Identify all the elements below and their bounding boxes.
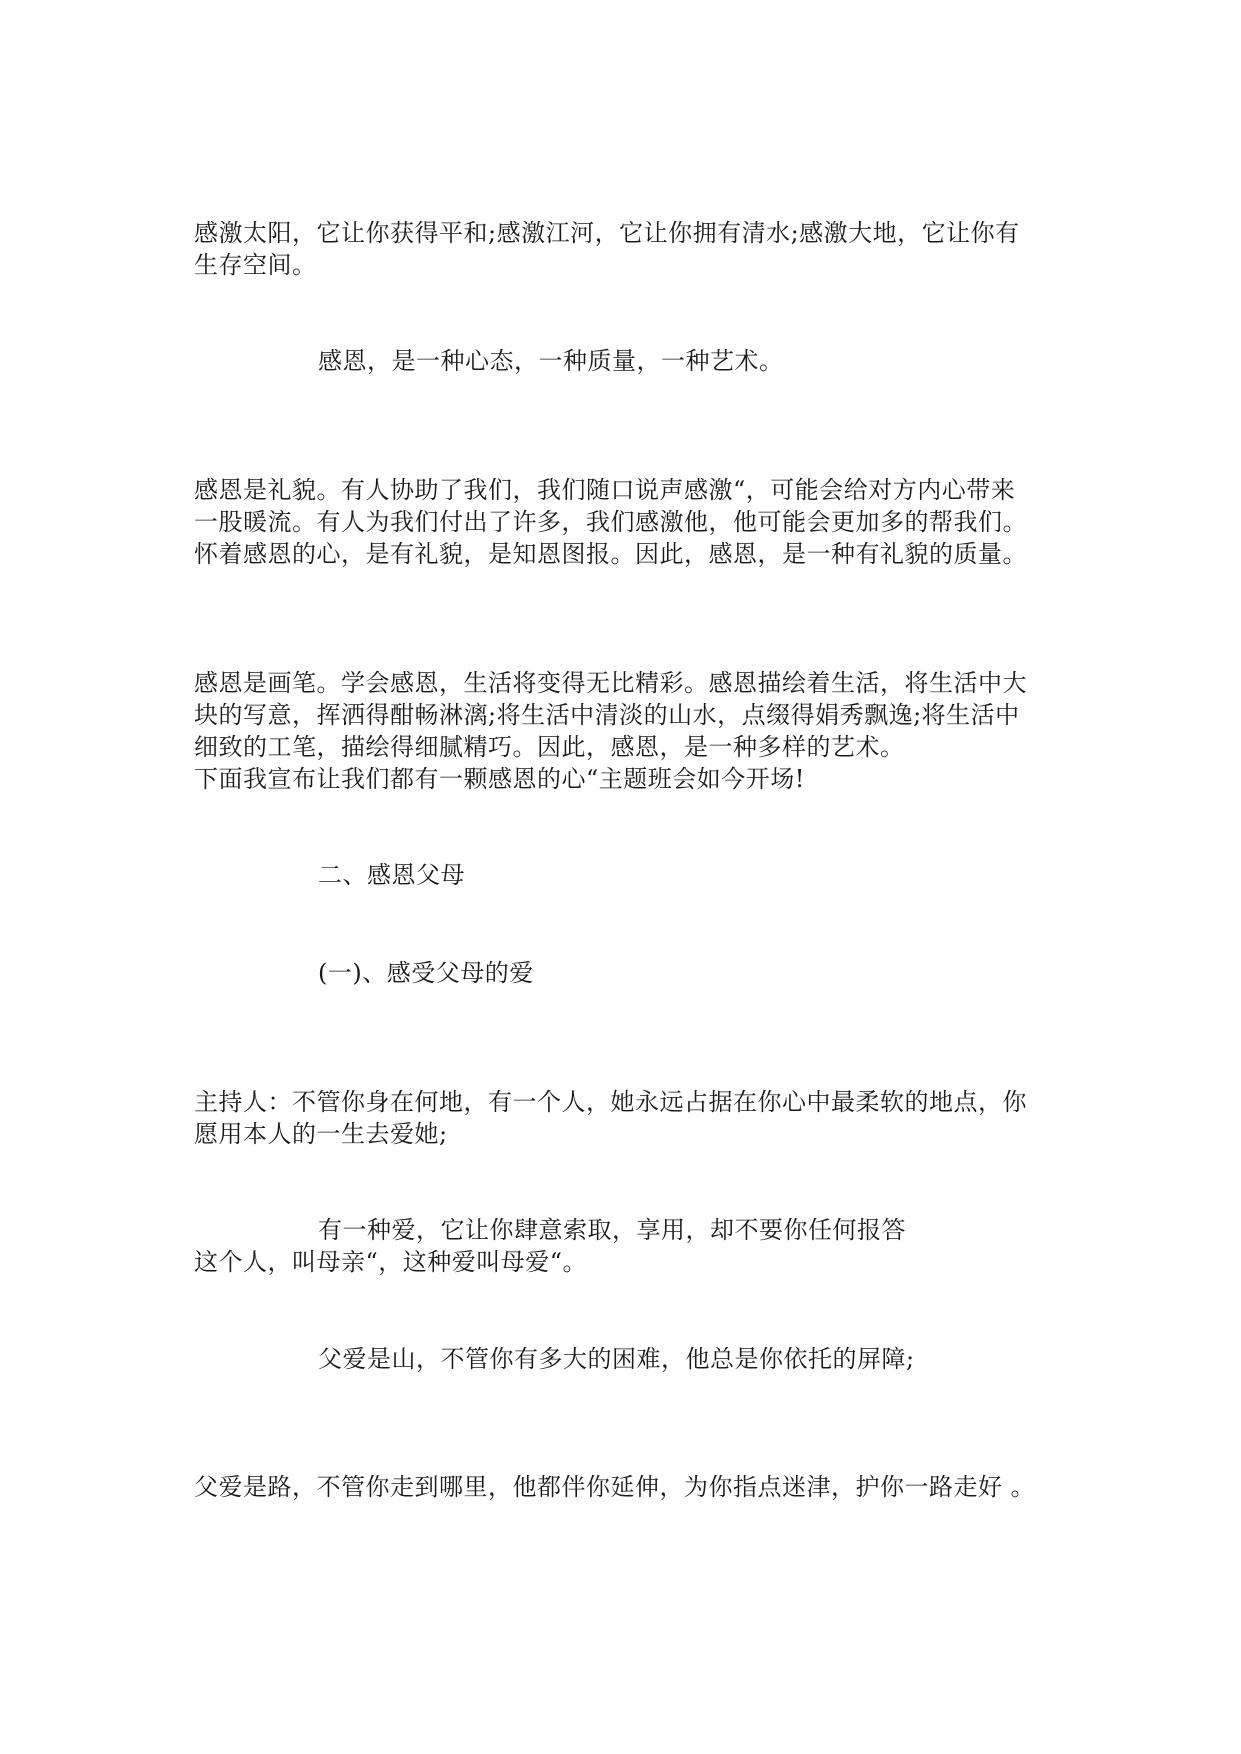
paragraph-gratitude-definition [318,345,1054,377]
text-line: 感恩，是一种心态，一种质量，一种艺术。 [318,347,784,375]
text-line: 愿用本人的一生去爱她; [194,1120,448,1148]
text-line: 这个人，叫母亲“，这种爱叫母爱“。 [194,1248,588,1276]
text-line: 下面我宣布让我们都有一颗感恩的心“主题班会如今开场! [194,765,805,793]
paragraph-gratitude-brush [194,667,1054,795]
paragraph-mother-love-a [318,1214,1054,1246]
subsection-heading-parental-love [318,957,1054,989]
text-line: 一股暖流。有人为我们付出了许多，我们感激他，他可能会更加多的帮我们。 [194,508,1027,536]
text-line: 感恩是画笔。学会感恩，生活将变得无比精彩。感恩描绘着生活，将生活中大 [194,669,1027,697]
paragraph-gratitude-courtesy [194,474,1054,570]
text-line: 主持人：不管你身在何地，有一个人，她永远占据在你心中最柔软的地点，你 [194,1088,1027,1116]
text-line: 感恩是礼貌。有人协助了我们，我们随口说声感激“，可能会给对方内心带来 [194,476,1016,504]
text-line: 父爱是山，不管你有多大的困难，他总是你依托的屏障; [318,1345,915,1373]
text-line: 感激太阳，它让你获得平和;感激江河，它让你拥有清水;感激大地，它让你有 [194,219,1020,247]
paragraph-father-mountain [318,1343,1054,1375]
text-line: 怀着感恩的心，是有礼貌，是知恩图报。因此，感恩，是一种有礼貌的质量。 [194,540,1027,568]
text-line: 生存空间。 [194,251,317,279]
text-line: 块的写意，挥洒得酣畅淋漓;将生活中清淡的山水，点缀得娟秀飘逸;将生活中 [194,701,1020,729]
paragraph-father-road [194,1471,1054,1503]
paragraph-mother-love-b [194,1246,1054,1278]
paragraph-gratitude-nature [194,217,1054,281]
text-line: 细致的工笔，描绘得细腻精巧。因此，感恩，是一种多样的艺术。 [194,733,905,761]
text-line: 有一种爱，它让你肆意索取，享用，却不要你任何报答 [318,1216,906,1244]
text-line: 父爱是路，不管你走到哪里，他都伴你延伸，为你指点迷津，护你一路走好 。 [194,1473,1036,1501]
section-heading-parents [318,859,1054,891]
paragraph-host-speech [194,1086,1054,1150]
text-line: 二、感恩父母 [318,861,465,889]
text-line: (一)、感受父母的爱 [318,959,534,987]
